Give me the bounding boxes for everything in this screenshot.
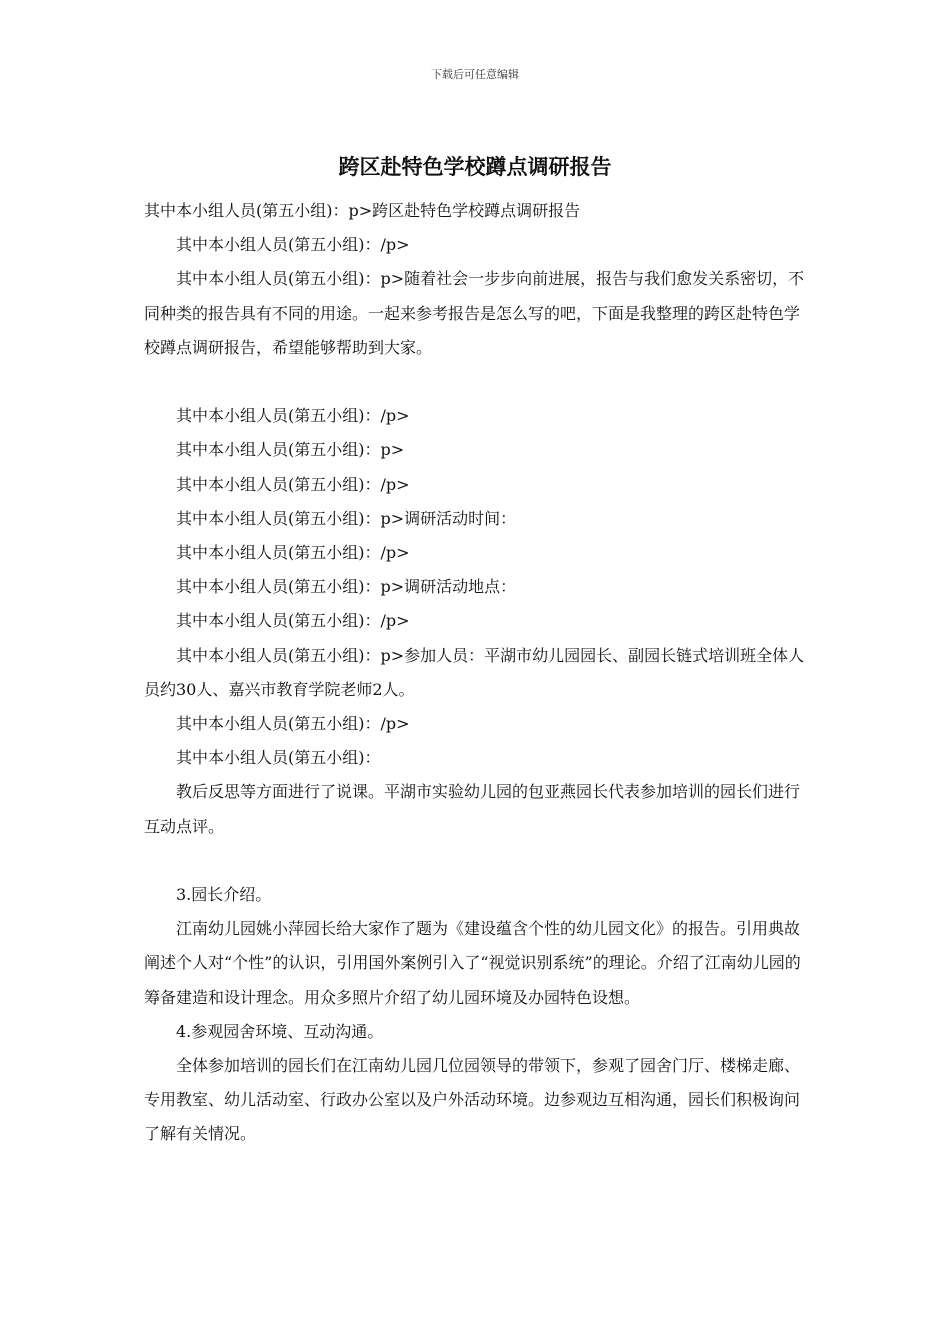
body-paragraph: 全体参加培训的园长们在江南幼儿园几位园领导的带领下，参观了园舍门厅、楼梯走廊、专用教室、幼儿活动室、行政办公室以及户外活动环境。边参观边互相沟通，园长们积极询问了解有关情况。 — [144, 1056, 801, 1144]
body-paragraph: 其中本小组人员(第五小组)：p>调研活动地点： — [176, 577, 517, 597]
header-note: 下载后可任意编辑 — [431, 68, 519, 81]
document-title: 跨区赴特色学校蹲点调研报告 — [338, 154, 612, 179]
body-paragraph: 其中本小组人员(第五小组)：p>跨区赴特色学校蹲点调研报告 — [144, 201, 581, 220]
body-paragraph: 其中本小组人员(第五小组)：/p> — [176, 406, 410, 426]
body-paragraph: 其中本小组人员(第五小组)： — [176, 748, 381, 768]
body-paragraph: 其中本小组人员(第五小组)：/p> — [176, 714, 410, 734]
body-paragraph: 3.园长介绍。 — [176, 885, 272, 905]
body-paragraph: 其中本小组人员(第五小组)：/p> — [176, 543, 410, 563]
document-body — [144, 194, 808, 1152]
body-paragraph: 教后反思等方面进行了说课。平湖市实验幼儿园的包亚燕园长代表参加培训的园长们进行互动点评。 — [144, 782, 801, 836]
body-paragraph: 4.参观园舍环境、互动沟通。 — [176, 1021, 384, 1041]
body-paragraph: 其中本小组人员(第五小组)：p>随着社会一步步向前进展，报告与我们愈发关系密切，不同种类的报告具有不同的用途。一起来参考报告是怎么写的吧，下面是我整理的跨区赴特色学校蹲点调研报告，希望能够帮助到大家。 — [144, 269, 805, 357]
body-paragraph: 江南幼儿园姚小萍园长给大家作了题为《建设蕴含个性的幼儿园文化》的报告。引用典故阐述个人对“个性”的认识，引用国外案例引入了“视觉识别系统”的理论。介绍了江南幼儿园的筹备建造和设计理念。用众多照片介绍了幼儿园环境及办园特色设想。 — [144, 919, 801, 1007]
body-paragraph: 其中本小组人员(第五小组)：p>参加人员：平湖市幼儿园园长、副园长链式培训班全体人员约30人、嘉兴市教育学院老师2人。 — [144, 645, 805, 699]
body-paragraph: 其中本小组人员(第五小组)：/p> — [176, 474, 410, 494]
body-paragraph: 其中本小组人员(第五小组)：p>调研活动时间： — [176, 508, 517, 528]
blank-line — [144, 365, 808, 399]
body-paragraph: 其中本小组人员(第五小组)：/p> — [176, 235, 410, 255]
body-paragraph: 其中本小组人员(第五小组)：/p> — [176, 611, 410, 631]
body-paragraph: 其中本小组人员(第五小组)：p> — [176, 440, 405, 460]
blank-line — [144, 844, 808, 878]
